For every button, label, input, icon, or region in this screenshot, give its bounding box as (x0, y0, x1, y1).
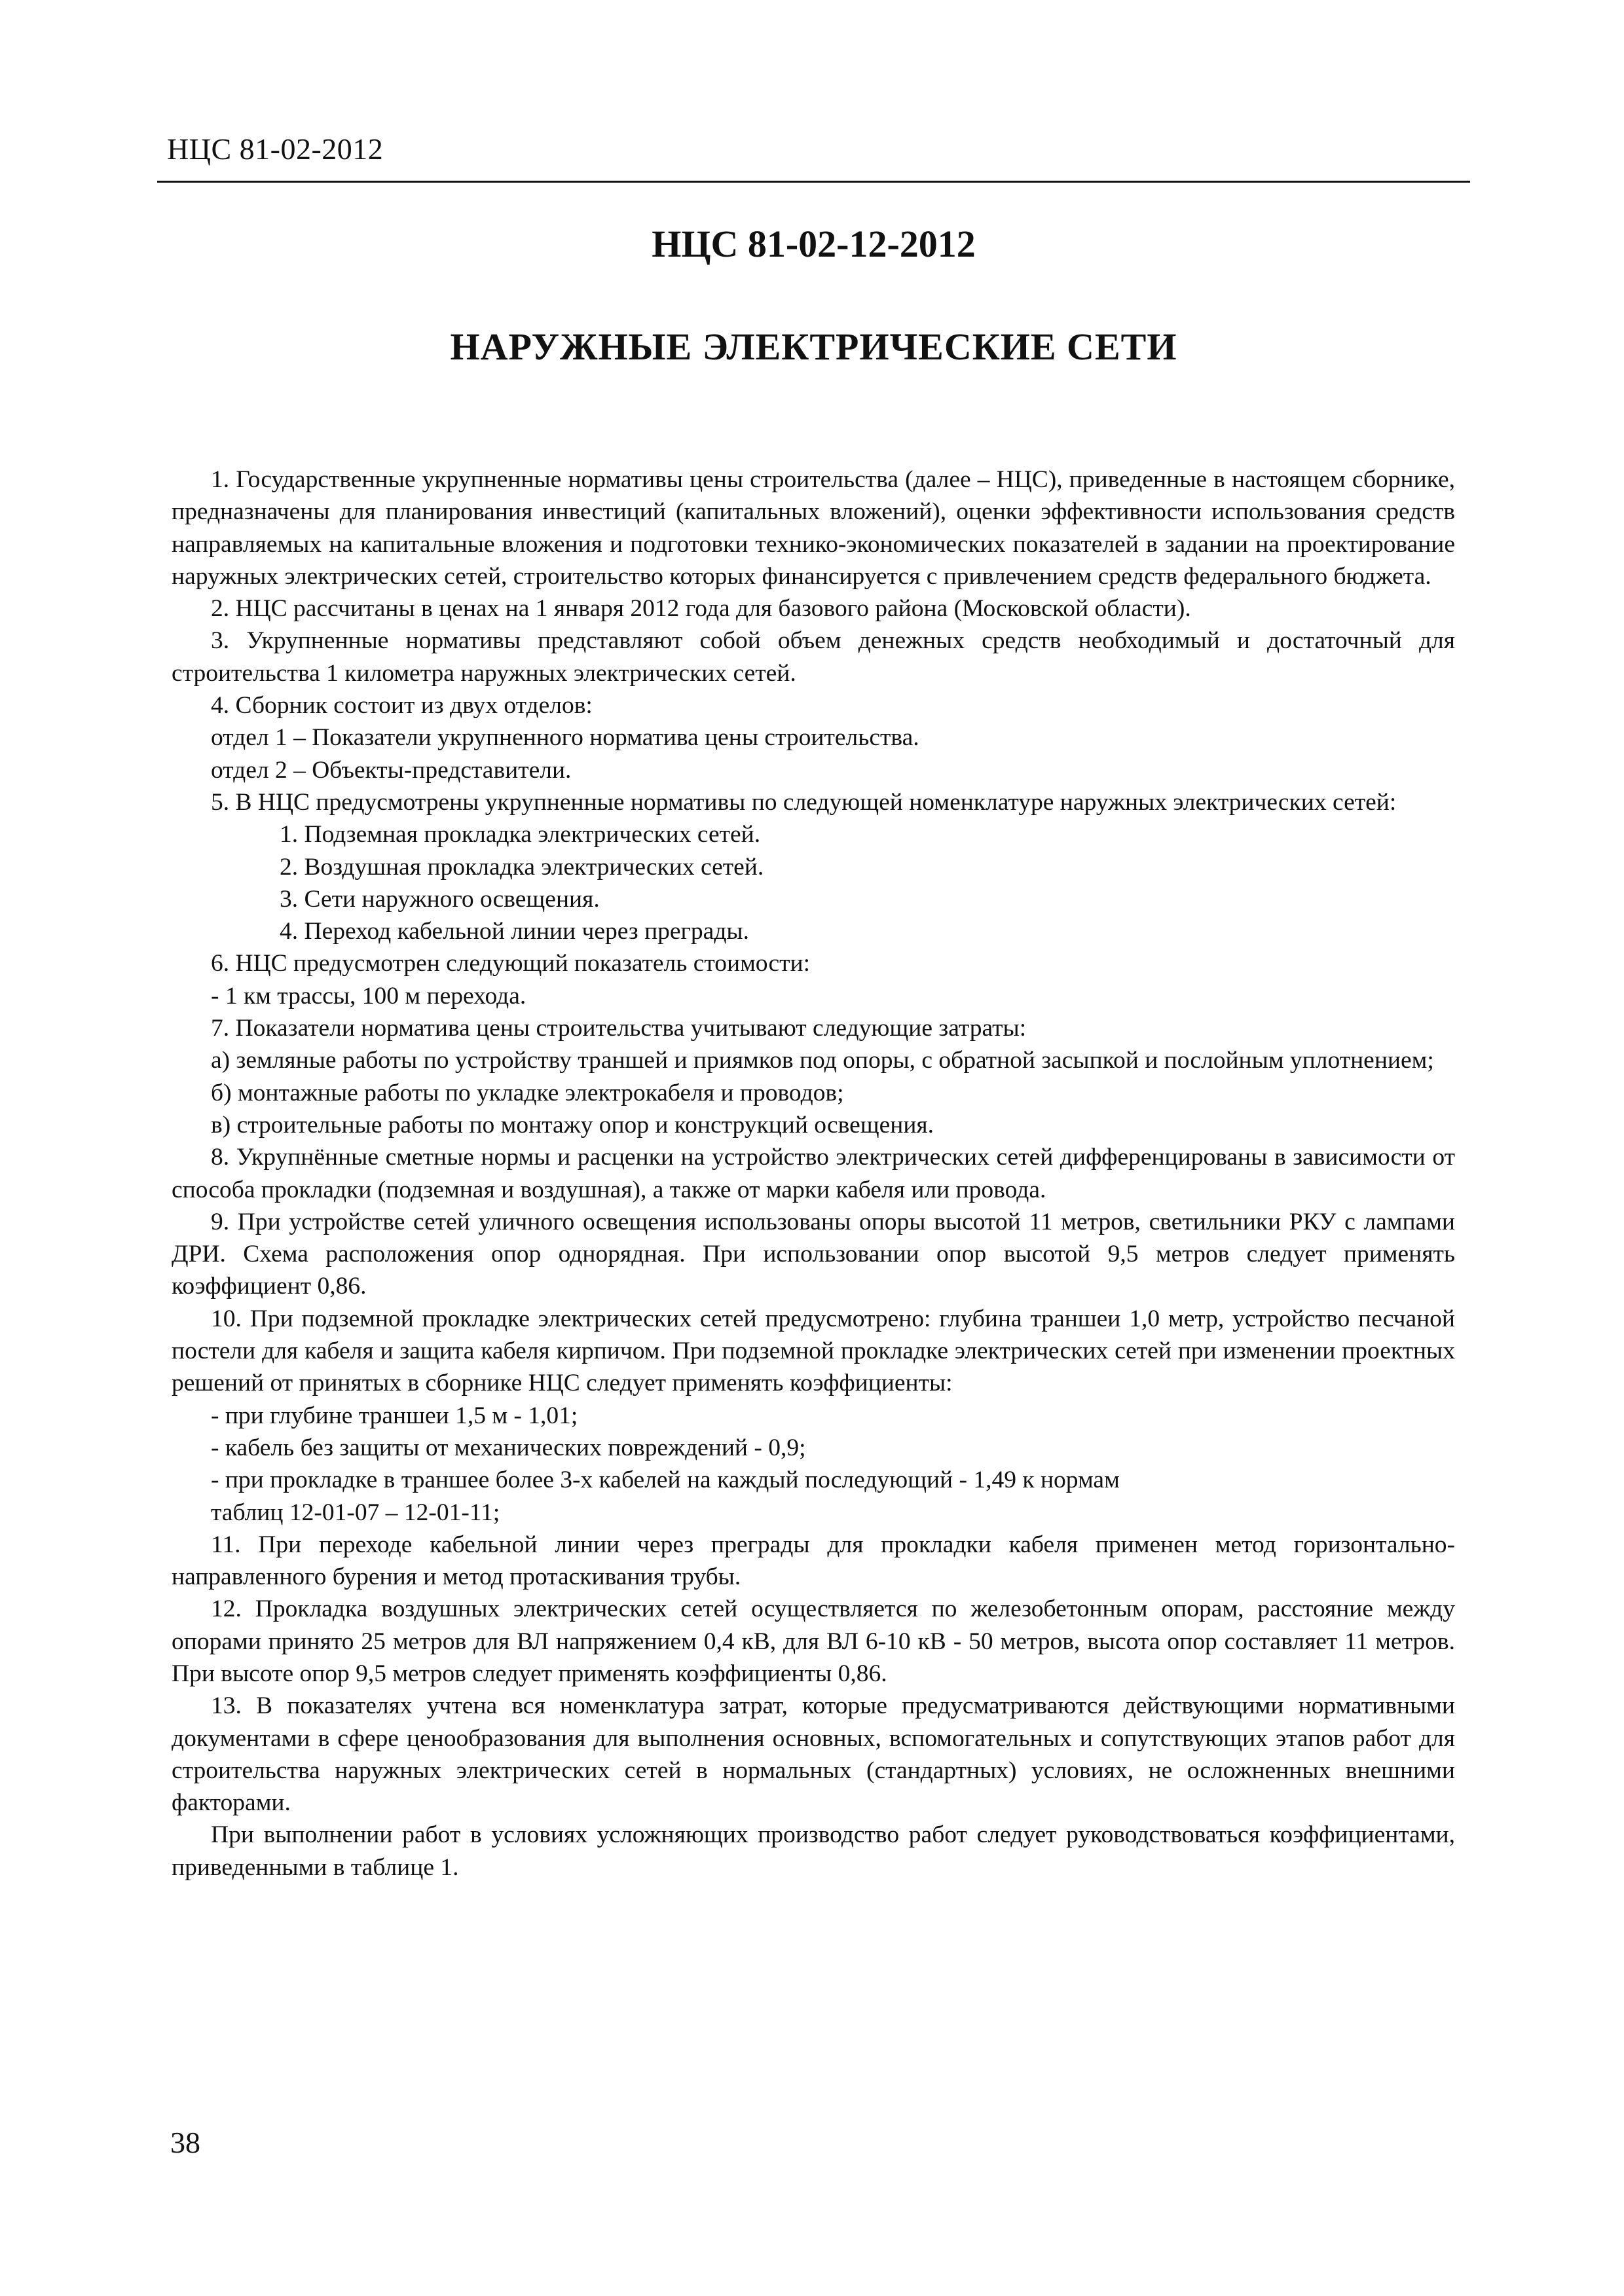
nomenclature-item-4: 4. Переход кабельной линии через преграды. (280, 918, 749, 945)
coefficient-item-2: - кабель без защиты от механических повреждений - 0,9; (211, 1434, 806, 1461)
header-rule (157, 181, 1470, 183)
paragraph-7: 7. Показатели норматива цены строительства учитывают следующие затраты: (211, 1015, 1027, 1042)
paragraph-3: 3. Укрупненные нормативы представляют собой объем денежных средств необходимый и достаточный для строительства 1 километра наружных электрических сетей. (172, 627, 1455, 687)
paragraph-6: 6. НЦС предусмотрен следующий показатель стоимости: (211, 950, 811, 977)
section-item-1: отдел 1 – Показатели укрупненного норматива цены строительства. (211, 724, 919, 752)
body-text (172, 464, 1455, 1884)
paragraph-1: 1. Государственные укрупненные нормативы цены строительства (далее – НЦС), приведенные в настоящем сборнике, предназначены для планирования инвестиций (капитальных вложений), оценки эффективности использования средств направляемых на капитальные вложения и подготовки технико-экономических показателей в задании на проектирование наружных электрических сетей, строительство которых финансируется с привлечением средств федерального бюджета. (172, 466, 1455, 590)
coefficient-item-1: - при глубине траншеи 1,5 м - 1,01; (211, 1402, 578, 1429)
coefficient-item-3-tables: таблиц 12-01-07 – 12-01-11; (211, 1499, 500, 1526)
page-number: 38 (170, 2126, 200, 2159)
paragraph-9: 9. При устройстве сетей уличного освещения использованы опоры высотой 11 метров, светильники РКУ с лампами ДРИ. Схема расположения опор однорядная. При использовании опор высотой 9,5 метров следует применять коэффициент 0,86. (172, 1208, 1455, 1300)
section-item-2: отдел 2 – Объекты-представители. (211, 756, 572, 784)
nomenclature-item-1: 1. Подземная прокладка электрических сетей. (280, 821, 761, 848)
cost-indicator: - 1 км трассы, 100 м перехода. (211, 982, 526, 1010)
paragraph-14: При выполнении работ в условиях усложняющих производство работ следует руководствоваться коэффициентами, приведенными в таблице 1. (172, 1821, 1455, 1881)
cost-item-a: а) земляные работы по устройству траншей и приямков под опоры, с обратной засыпкой и послойным уплотнением; (211, 1047, 1434, 1074)
paragraph-2: 2. НЦС рассчитаны в ценах на 1 января 2012 года для базового района (Московской области). (211, 595, 1191, 623)
paragraph-12: 12. Прокладка воздушных электрических сетей осуществляется по железобетонным опорам, расстояние между опорами принято 25 метров для ВЛ напряжением 0,4 кВ, для ВЛ 6-10 кВ - 50 метров, высота опор составляет 11 метров. При высоте опор 9,5 метров следует применять коэффициенты 0,86. (172, 1595, 1455, 1687)
nomenclature-item-2: 2. Воздушная прокладка электрических сетей. (280, 853, 764, 881)
paragraph-5: 5. В НЦС предусмотрены укрупненные нормативы по следующей номенклатуре наружных электрических сетей: (211, 788, 1397, 816)
paragraph-13: 13. В показателях учтена вся номенклатура затрат, которые предусматриваются действующими нормативными документами в сфере ценообразования для выполнения основных, вспомогательных и сопутствующих этапов работ для строительства наружных электрических сетей в нормальных (стандартных) условиях, не осложненных внешними факторами. (172, 1692, 1455, 1817)
cost-item-c: в) строительные работы по монтажу опор и конструкций освещения. (211, 1111, 934, 1139)
document-title: НАРУЖНЫЕ ЭЛЕКТРИЧЕСКИЕ СЕТИ (450, 325, 1177, 368)
nomenclature-item-3: 3. Сети наружного освещения. (280, 885, 600, 913)
coefficient-item-3: - при прокладке в траншее более 3-х кабелей на каждый последующий - 1,49 к нормам (211, 1467, 1120, 1494)
cost-item-b: б) монтажные работы по укладке электрокабеля и проводов; (211, 1079, 844, 1106)
paragraph-4: 4. Сборник состоит из двух отделов: (211, 692, 593, 720)
document-code: НЦС 81-02-12-2012 (652, 223, 976, 265)
paragraph-8: 8. Укрупнённые сметные нормы и расценки на устройство электрических сетей дифференцированы в зависимости от способа прокладки (подземная и воздушная), а также от марки кабеля или провода. (172, 1144, 1455, 1203)
paragraph-11: 11. При переходе кабельной линии через преграды для прокладки кабеля применен метод горизонтально-направленного бурения и метод протаскивания трубы. (172, 1531, 1455, 1591)
paragraph-10: 10. При подземной прокладке электрических сетей предусмотрено: глубина траншеи 1,0 метр, устройство песчаной постели для кабеля и защита кабеля кирпичом. При подземной прокладке электрических сетей при изменении проектных решений от принятых в сборнике НЦС следует применять коэффициенты: (172, 1305, 1455, 1397)
running-header: НЦС 81-02-2012 (167, 132, 384, 166)
